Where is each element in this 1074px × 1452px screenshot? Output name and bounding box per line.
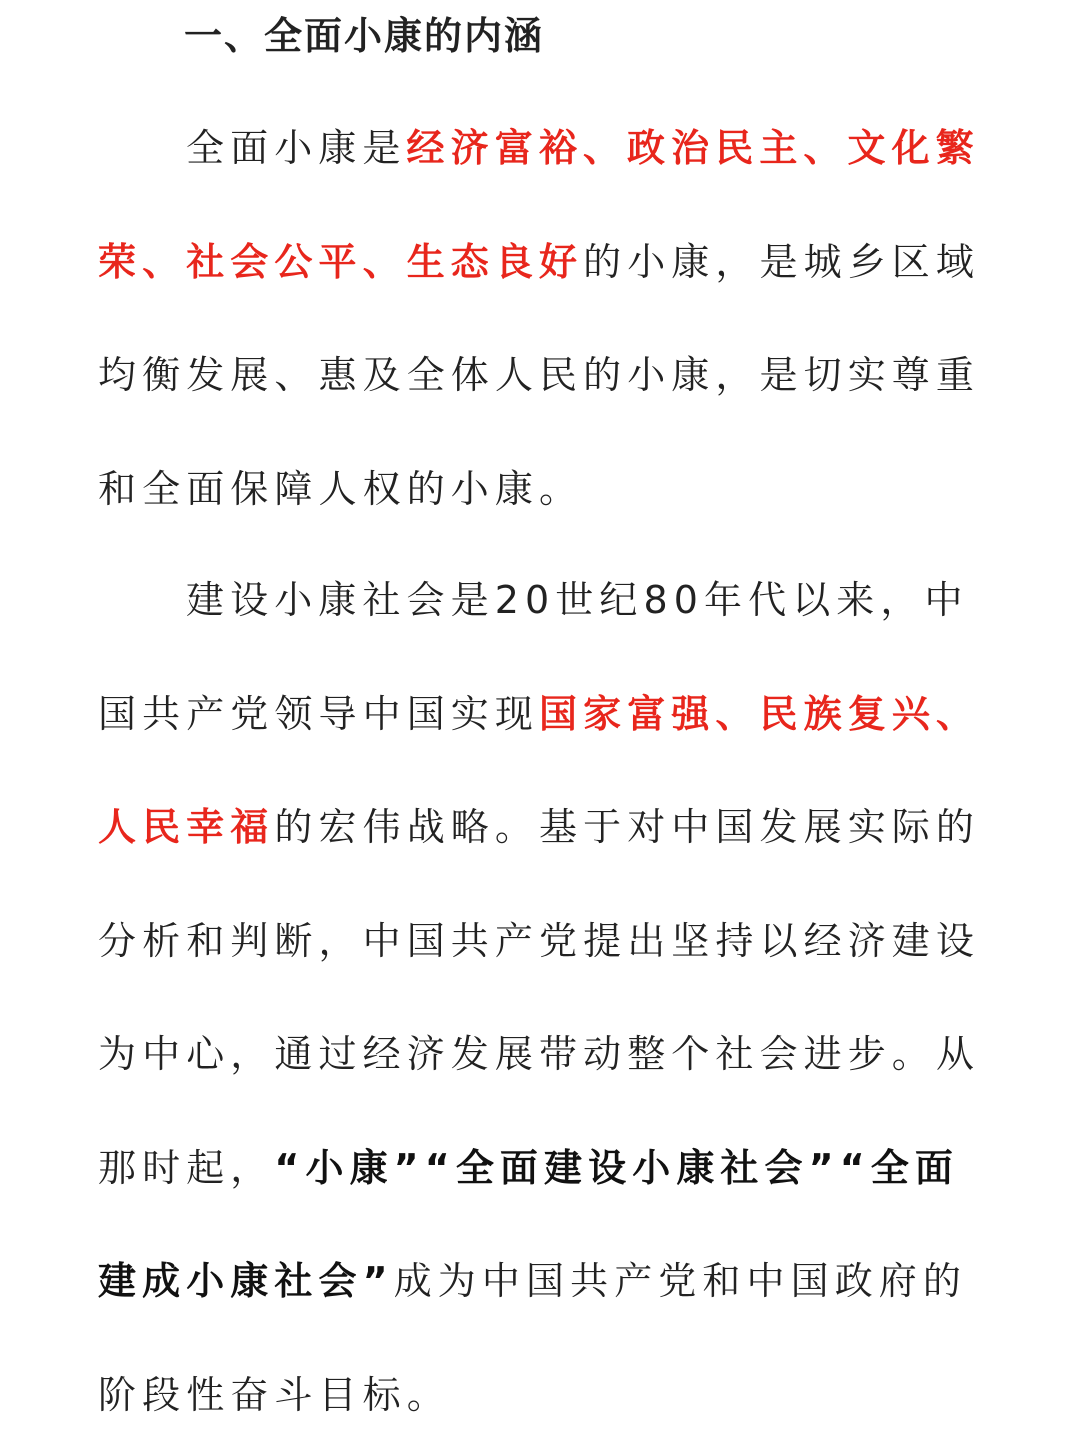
highlight-text: 经济富裕、政治民主、文化繁荣、社会公平、生态良好 <box>98 126 980 284</box>
paragraph-history <box>98 544 983 1452</box>
highlight-text: 国家富强、民族复兴、人民幸福 <box>98 691 981 849</box>
paragraph-text: 全面小康是 <box>186 126 407 170</box>
paragraph-definition <box>98 92 983 546</box>
section-heading: 一、全面小康的内涵 <box>184 14 545 58</box>
paragraph-text: 建设小康社会是20世纪80年代以来，中国共产党领导中国实现 <box>98 578 969 736</box>
paragraph-text: 成为中国共产党和中国政府的阶段性奋斗目标。 <box>98 1259 967 1417</box>
paragraph-text: 的小康，是城乡区域均衡发展、惠及全体人民的小康，是切实尊重和全面保障人权的小康。 <box>98 239 981 511</box>
paragraph-text: 的宏伟战略。基于对中国发展实际的分析和判断，中国共产党提出坚持以经济建设为中心，通过经济发展带动整个社会进步。从那时起， <box>98 805 981 1190</box>
bold-text: “小康”“全面建设小康社会”“全面建成小康社会” <box>98 1145 959 1303</box>
